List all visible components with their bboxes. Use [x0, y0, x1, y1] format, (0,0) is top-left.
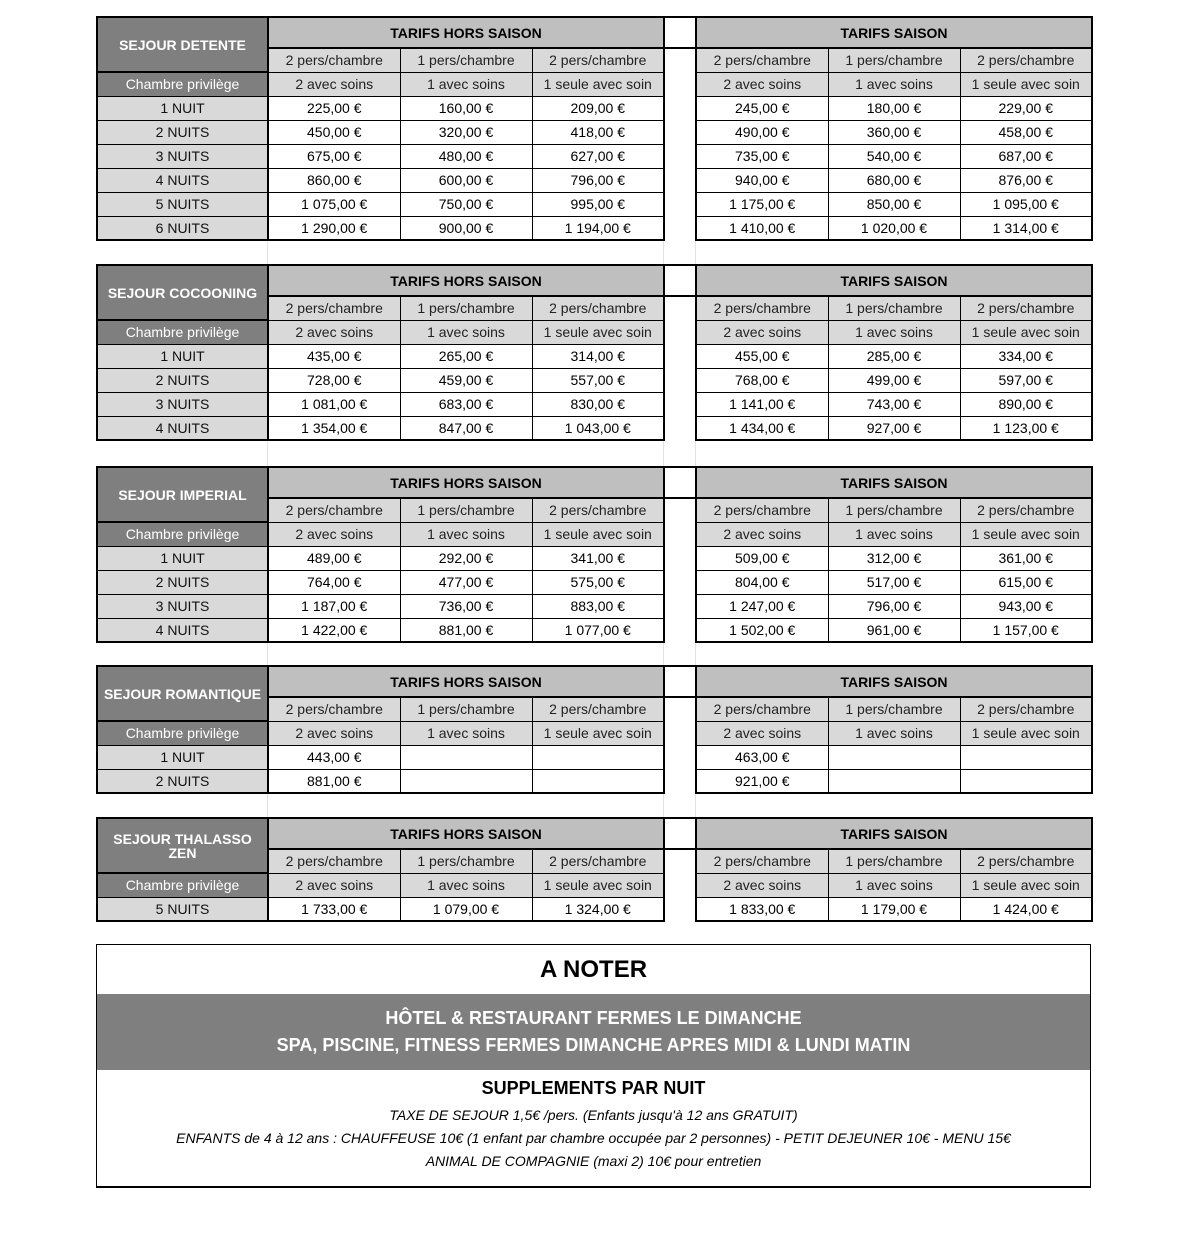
- price-cell: 1 314,00 €: [960, 216, 1092, 240]
- pers-chambre-header: 2 pers/chambre: [960, 48, 1092, 72]
- column-gap: [664, 769, 696, 793]
- pers-chambre-header: 1 pers/chambre: [400, 296, 532, 320]
- price-cell: 900,00 €: [400, 216, 532, 240]
- price-cell: [960, 769, 1092, 793]
- price-cell: 1 502,00 €: [696, 618, 828, 642]
- price-cell: 600,00 €: [400, 168, 532, 192]
- price-cell: 540,00 €: [828, 144, 960, 168]
- price-cell: 796,00 €: [532, 168, 664, 192]
- column-gap: [664, 17, 696, 48]
- pers-chambre-header: 2 pers/chambre: [960, 498, 1092, 522]
- soins-header: 1 seule avec soin: [960, 873, 1092, 897]
- nights-label: 4 NUITS: [97, 168, 268, 192]
- price-cell: 1 424,00 €: [960, 897, 1092, 921]
- pers-chambre-header: 2 pers/chambre: [268, 498, 400, 522]
- column-gap: [664, 265, 696, 296]
- season-hors-label: TARIFS HORS SAISON: [268, 818, 664, 849]
- price-cell: [400, 769, 532, 793]
- nights-label: 4 NUITS: [97, 618, 268, 642]
- price-cell: 796,00 €: [828, 594, 960, 618]
- soins-header: 1 avec soins: [400, 873, 532, 897]
- price-cell: 850,00 €: [828, 192, 960, 216]
- price-cell: 1 079,00 €: [400, 897, 532, 921]
- soins-header: 1 avec soins: [828, 873, 960, 897]
- column-gap: [664, 368, 696, 392]
- pers-chambre-header: 1 pers/chambre: [828, 697, 960, 721]
- soins-header: 1 avec soins: [828, 72, 960, 96]
- soins-header: 2 avec soins: [268, 72, 400, 96]
- price-cell: 764,00 €: [268, 570, 400, 594]
- tarifs-tables: [96, 16, 1091, 922]
- column-gap: [664, 144, 696, 168]
- table-row: [97, 368, 1092, 392]
- table-row: [97, 168, 1092, 192]
- column-gap: [664, 897, 696, 921]
- soins-header: 1 seule avec soin: [532, 721, 664, 745]
- price-cell: 509,00 €: [696, 546, 828, 570]
- price-cell: 804,00 €: [696, 570, 828, 594]
- soins-header: 2 avec soins: [696, 721, 828, 745]
- pers-chambre-header: 2 pers/chambre: [960, 849, 1092, 873]
- pers-chambre-header: 1 pers/chambre: [400, 849, 532, 873]
- table-row: [97, 192, 1092, 216]
- soins-header: 1 avec soins: [828, 522, 960, 546]
- sejour-name: SEJOUR IMPERIAL: [97, 467, 268, 522]
- table-row: [97, 570, 1092, 594]
- column-gap: [664, 467, 696, 498]
- season-hors-label: TARIFS HORS SAISON: [268, 17, 664, 48]
- season-hors-label: TARIFS HORS SAISON: [268, 467, 664, 498]
- nights-label: 3 NUITS: [97, 392, 268, 416]
- price-cell: 1 354,00 €: [268, 416, 400, 440]
- pers-chambre-header: 1 pers/chambre: [400, 48, 532, 72]
- table-row: [97, 594, 1092, 618]
- price-cell: 1 410,00 €: [696, 216, 828, 240]
- price-cell: 1 290,00 €: [268, 216, 400, 240]
- soins-header: 1 avec soins: [400, 72, 532, 96]
- price-cell: 285,00 €: [828, 344, 960, 368]
- price-cell: 320,00 €: [400, 120, 532, 144]
- column-gap: [664, 618, 696, 642]
- pers-chambre-header: 1 pers/chambre: [828, 296, 960, 320]
- price-cell: 459,00 €: [400, 368, 532, 392]
- soins-header: 1 avec soins: [828, 320, 960, 344]
- price-cell: 847,00 €: [400, 416, 532, 440]
- pers-chambre-header: 2 pers/chambre: [696, 296, 828, 320]
- price-cell: 943,00 €: [960, 594, 1092, 618]
- price-cell: 768,00 €: [696, 368, 828, 392]
- soins-header: 1 seule avec soin: [960, 721, 1092, 745]
- column-gap: [664, 392, 696, 416]
- column-gap: [664, 522, 696, 546]
- supplements-title: SUPPLEMENTS PAR NUIT: [481, 1078, 706, 1098]
- soins-header: 1 seule avec soin: [532, 873, 664, 897]
- price-cell: 1 141,00 €: [696, 392, 828, 416]
- pers-chambre-header: 2 pers/chambre: [532, 48, 664, 72]
- price-cell: 312,00 €: [828, 546, 960, 570]
- supplement-line: ANIMAL DE COMPAGNIE (maxi 2) 10€ pour entretien: [425, 1153, 762, 1169]
- price-cell: 443,00 €: [268, 745, 400, 769]
- sejour-table: [96, 16, 1093, 241]
- pers-chambre-header: 2 pers/chambre: [696, 498, 828, 522]
- table-row: [97, 144, 1092, 168]
- pers-chambre-header: 2 pers/chambre: [532, 296, 664, 320]
- price-cell: 687,00 €: [960, 144, 1092, 168]
- nights-label: 2 NUITS: [97, 368, 268, 392]
- pers-chambre-header: 2 pers/chambre: [696, 849, 828, 873]
- price-cell: 265,00 €: [400, 344, 532, 368]
- season-saison-label: TARIFS SAISON: [696, 666, 1092, 697]
- price-cell: 229,00 €: [960, 96, 1092, 120]
- soins-header: 1 avec soins: [400, 320, 532, 344]
- table-row: [97, 618, 1092, 642]
- nights-label: 4 NUITS: [97, 416, 268, 440]
- season-saison-label: TARIFS SAISON: [696, 467, 1092, 498]
- price-cell: 1 833,00 €: [696, 897, 828, 921]
- soins-header: 2 avec soins: [696, 72, 828, 96]
- sejour-table: [96, 665, 1093, 794]
- pers-chambre-header: 2 pers/chambre: [532, 849, 664, 873]
- price-cell: 490,00 €: [696, 120, 828, 144]
- price-cell: 1 733,00 €: [268, 897, 400, 921]
- chambre-privilege-label: Chambre privilège: [97, 320, 268, 344]
- season-saison-label: TARIFS SAISON: [696, 265, 1092, 296]
- chambre-privilege-label: Chambre privilège: [97, 721, 268, 745]
- column-gap: [664, 697, 696, 721]
- supplements-section: [97, 1070, 1090, 1186]
- price-cell: 876,00 €: [960, 168, 1092, 192]
- column-gap: [664, 344, 696, 368]
- price-cell: 361,00 €: [960, 546, 1092, 570]
- table-row: [97, 897, 1092, 921]
- price-cell: 575,00 €: [532, 570, 664, 594]
- pers-chambre-header: 2 pers/chambre: [532, 498, 664, 522]
- pers-chambre-header: 2 pers/chambre: [268, 48, 400, 72]
- price-cell: 1 247,00 €: [696, 594, 828, 618]
- soins-header: 2 avec soins: [268, 873, 400, 897]
- price-cell: 961,00 €: [828, 618, 960, 642]
- pers-chambre-header: 2 pers/chambre: [532, 697, 664, 721]
- price-cell: 209,00 €: [532, 96, 664, 120]
- sejour-table: [96, 466, 1093, 643]
- price-cell: 334,00 €: [960, 344, 1092, 368]
- sejour-table: [96, 264, 1093, 441]
- price-cell: 743,00 €: [828, 392, 960, 416]
- price-cell: 477,00 €: [400, 570, 532, 594]
- price-cell: 480,00 €: [400, 144, 532, 168]
- notes-title: A NOTER: [539, 956, 648, 983]
- season-saison-label: TARIFS SAISON: [696, 17, 1092, 48]
- price-cell: 245,00 €: [696, 96, 828, 120]
- column-gap: [664, 48, 696, 72]
- soins-header: 2 avec soins: [268, 320, 400, 344]
- column-gap: [664, 546, 696, 570]
- pers-chambre-header: 2 pers/chambre: [960, 296, 1092, 320]
- nights-label: 3 NUITS: [97, 144, 268, 168]
- price-cell: 450,00 €: [268, 120, 400, 144]
- price-cell: 1 434,00 €: [696, 416, 828, 440]
- table-spacer: [96, 794, 1091, 817]
- column-gap: [664, 721, 696, 745]
- price-cell: 881,00 €: [400, 618, 532, 642]
- price-cell: 360,00 €: [828, 120, 960, 144]
- supplement-line: TAXE DE SEJOUR 1,5€ /pers. (Enfants jusqu'à 12 ans GRATUIT): [389, 1107, 798, 1123]
- price-cell: 455,00 €: [696, 344, 828, 368]
- table-row: [97, 216, 1092, 240]
- pers-chambre-header: 1 pers/chambre: [400, 697, 532, 721]
- nights-label: 1 NUIT: [97, 344, 268, 368]
- price-cell: 927,00 €: [828, 416, 960, 440]
- column-gap: [664, 216, 696, 240]
- chambre-privilege-label: Chambre privilège: [97, 522, 268, 546]
- price-cell: 435,00 €: [268, 344, 400, 368]
- table-spacer: [96, 643, 1091, 665]
- soins-header: 1 seule avec soin: [532, 72, 664, 96]
- pers-chambre-header: 2 pers/chambre: [960, 697, 1092, 721]
- soins-header: 2 avec soins: [268, 522, 400, 546]
- pers-chambre-header: 1 pers/chambre: [400, 498, 532, 522]
- closure-line: SPA, PISCINE, FITNESS FERMES DIMANCHE APRES MIDI & LUNDI MATIN: [276, 1035, 911, 1055]
- price-cell: 341,00 €: [532, 546, 664, 570]
- price-cell: 615,00 €: [960, 570, 1092, 594]
- price-cell: 1 095,00 €: [960, 192, 1092, 216]
- nights-label: 2 NUITS: [97, 769, 268, 793]
- price-cell: 1 043,00 €: [532, 416, 664, 440]
- column-gap: [664, 594, 696, 618]
- sejour-name: SEJOUR ROMANTIQUE: [97, 666, 268, 721]
- soins-header: 2 avec soins: [696, 873, 828, 897]
- column-gap: [664, 120, 696, 144]
- price-cell: 1 075,00 €: [268, 192, 400, 216]
- sejour-name: SEJOUR THALASSO ZEN: [97, 818, 268, 873]
- price-cell: 736,00 €: [400, 594, 532, 618]
- column-gap: [664, 320, 696, 344]
- price-cell: [532, 769, 664, 793]
- soins-header: 2 avec soins: [268, 721, 400, 745]
- table-row: [97, 344, 1092, 368]
- column-gap: [664, 168, 696, 192]
- nights-label: 2 NUITS: [97, 120, 268, 144]
- season-hors-label: TARIFS HORS SAISON: [268, 265, 664, 296]
- soins-header: 1 seule avec soin: [532, 320, 664, 344]
- price-cell: 597,00 €: [960, 368, 1092, 392]
- price-cell: 728,00 €: [268, 368, 400, 392]
- price-cell: 1 422,00 €: [268, 618, 400, 642]
- pers-chambre-header: 2 pers/chambre: [268, 697, 400, 721]
- price-cell: 463,00 €: [696, 745, 828, 769]
- price-cell: 1 175,00 €: [696, 192, 828, 216]
- soins-header: 1 avec soins: [400, 721, 532, 745]
- nights-label: 6 NUITS: [97, 216, 268, 240]
- price-cell: [828, 745, 960, 769]
- supplement-line: ENFANTS de 4 à 12 ans : CHAUFFEUSE 10€ (1 enfant par chambre occupée par 2 personnes) - PETIT DEJEUNER 10€ - MENU 15€: [176, 1130, 1011, 1146]
- price-cell: 890,00 €: [960, 392, 1092, 416]
- price-cell: [400, 745, 532, 769]
- column-gap: [664, 745, 696, 769]
- price-cell: 1 081,00 €: [268, 392, 400, 416]
- season-saison-label: TARIFS SAISON: [696, 818, 1092, 849]
- price-cell: 1 179,00 €: [828, 897, 960, 921]
- price-cell: 680,00 €: [828, 168, 960, 192]
- column-gap: [664, 818, 696, 849]
- column-gap: [664, 873, 696, 897]
- price-cell: [828, 769, 960, 793]
- nights-label: 5 NUITS: [97, 897, 268, 921]
- table-row: [97, 392, 1092, 416]
- price-cell: 489,00 €: [268, 546, 400, 570]
- price-cell: 683,00 €: [400, 392, 532, 416]
- column-gap: [664, 192, 696, 216]
- price-cell: [960, 745, 1092, 769]
- season-hors-label: TARIFS HORS SAISON: [268, 666, 664, 697]
- column-gap: [664, 570, 696, 594]
- soins-header: 1 seule avec soin: [960, 320, 1092, 344]
- price-cell: 180,00 €: [828, 96, 960, 120]
- price-cell: 881,00 €: [268, 769, 400, 793]
- price-cell: 735,00 €: [696, 144, 828, 168]
- price-cell: 557,00 €: [532, 368, 664, 392]
- price-cell: [532, 745, 664, 769]
- sejour-name: SEJOUR DETENTE: [97, 17, 268, 72]
- table-row: [97, 769, 1092, 793]
- soins-header: 2 avec soins: [696, 320, 828, 344]
- column-gap: [664, 498, 696, 522]
- price-cell: 1 194,00 €: [532, 216, 664, 240]
- nights-label: 3 NUITS: [97, 594, 268, 618]
- table-row: [97, 745, 1092, 769]
- column-gap: [664, 416, 696, 440]
- nights-label: 1 NUIT: [97, 546, 268, 570]
- column-gap: [664, 666, 696, 697]
- price-cell: 499,00 €: [828, 368, 960, 392]
- soins-header: 1 seule avec soin: [960, 72, 1092, 96]
- price-cell: 1 187,00 €: [268, 594, 400, 618]
- price-cell: 860,00 €: [268, 168, 400, 192]
- soins-header: 1 avec soins: [828, 721, 960, 745]
- table-spacer: [96, 241, 1091, 264]
- price-cell: 1 020,00 €: [828, 216, 960, 240]
- price-cell: 517,00 €: [828, 570, 960, 594]
- price-cell: 995,00 €: [532, 192, 664, 216]
- closure-line: HÔTEL & RESTAURANT FERMES LE DIMANCHE: [385, 1008, 802, 1028]
- nights-label: 5 NUITS: [97, 192, 268, 216]
- price-cell: 921,00 €: [696, 769, 828, 793]
- price-cell: 940,00 €: [696, 168, 828, 192]
- price-cell: 458,00 €: [960, 120, 1092, 144]
- price-cell: 750,00 €: [400, 192, 532, 216]
- price-cell: 675,00 €: [268, 144, 400, 168]
- pers-chambre-header: 2 pers/chambre: [268, 849, 400, 873]
- soins-header: 2 avec soins: [696, 522, 828, 546]
- pers-chambre-header: 1 pers/chambre: [828, 498, 960, 522]
- price-cell: 225,00 €: [268, 96, 400, 120]
- sejour-name: SEJOUR COCOONING: [97, 265, 268, 320]
- soins-header: 1 seule avec soin: [532, 522, 664, 546]
- soins-header: 1 avec soins: [400, 522, 532, 546]
- nights-label: 1 NUIT: [97, 96, 268, 120]
- column-gap: [664, 849, 696, 873]
- price-cell: 830,00 €: [532, 392, 664, 416]
- table-row: [97, 416, 1092, 440]
- price-cell: 1 123,00 €: [960, 416, 1092, 440]
- pers-chambre-header: 2 pers/chambre: [268, 296, 400, 320]
- pers-chambre-header: 1 pers/chambre: [828, 48, 960, 72]
- closures-band: [97, 994, 1090, 1070]
- column-gap: [664, 296, 696, 320]
- price-cell: 627,00 €: [532, 144, 664, 168]
- chambre-privilege-label: Chambre privilège: [97, 72, 268, 96]
- sejour-table: [96, 817, 1093, 922]
- table-row: [97, 546, 1092, 570]
- price-cell: 1 077,00 €: [532, 618, 664, 642]
- price-cell: 292,00 €: [400, 546, 532, 570]
- table-row: [97, 96, 1092, 120]
- pers-chambre-header: 2 pers/chambre: [696, 48, 828, 72]
- nights-label: 2 NUITS: [97, 570, 268, 594]
- price-cell: 160,00 €: [400, 96, 532, 120]
- chambre-privilege-label: Chambre privilège: [97, 873, 268, 897]
- price-cell: 1 324,00 €: [532, 897, 664, 921]
- soins-header: 1 seule avec soin: [960, 522, 1092, 546]
- pers-chambre-header: 2 pers/chambre: [696, 697, 828, 721]
- tarifs-page: [96, 16, 1091, 1188]
- column-gap: [664, 96, 696, 120]
- price-cell: 314,00 €: [532, 344, 664, 368]
- notes-box: [96, 944, 1091, 1188]
- price-cell: 883,00 €: [532, 594, 664, 618]
- nights-label: 1 NUIT: [97, 745, 268, 769]
- table-spacer: [96, 441, 1091, 466]
- table-row: [97, 120, 1092, 144]
- price-cell: 1 157,00 €: [960, 618, 1092, 642]
- price-cell: 418,00 €: [532, 120, 664, 144]
- column-gap: [664, 72, 696, 96]
- pers-chambre-header: 1 pers/chambre: [828, 849, 960, 873]
